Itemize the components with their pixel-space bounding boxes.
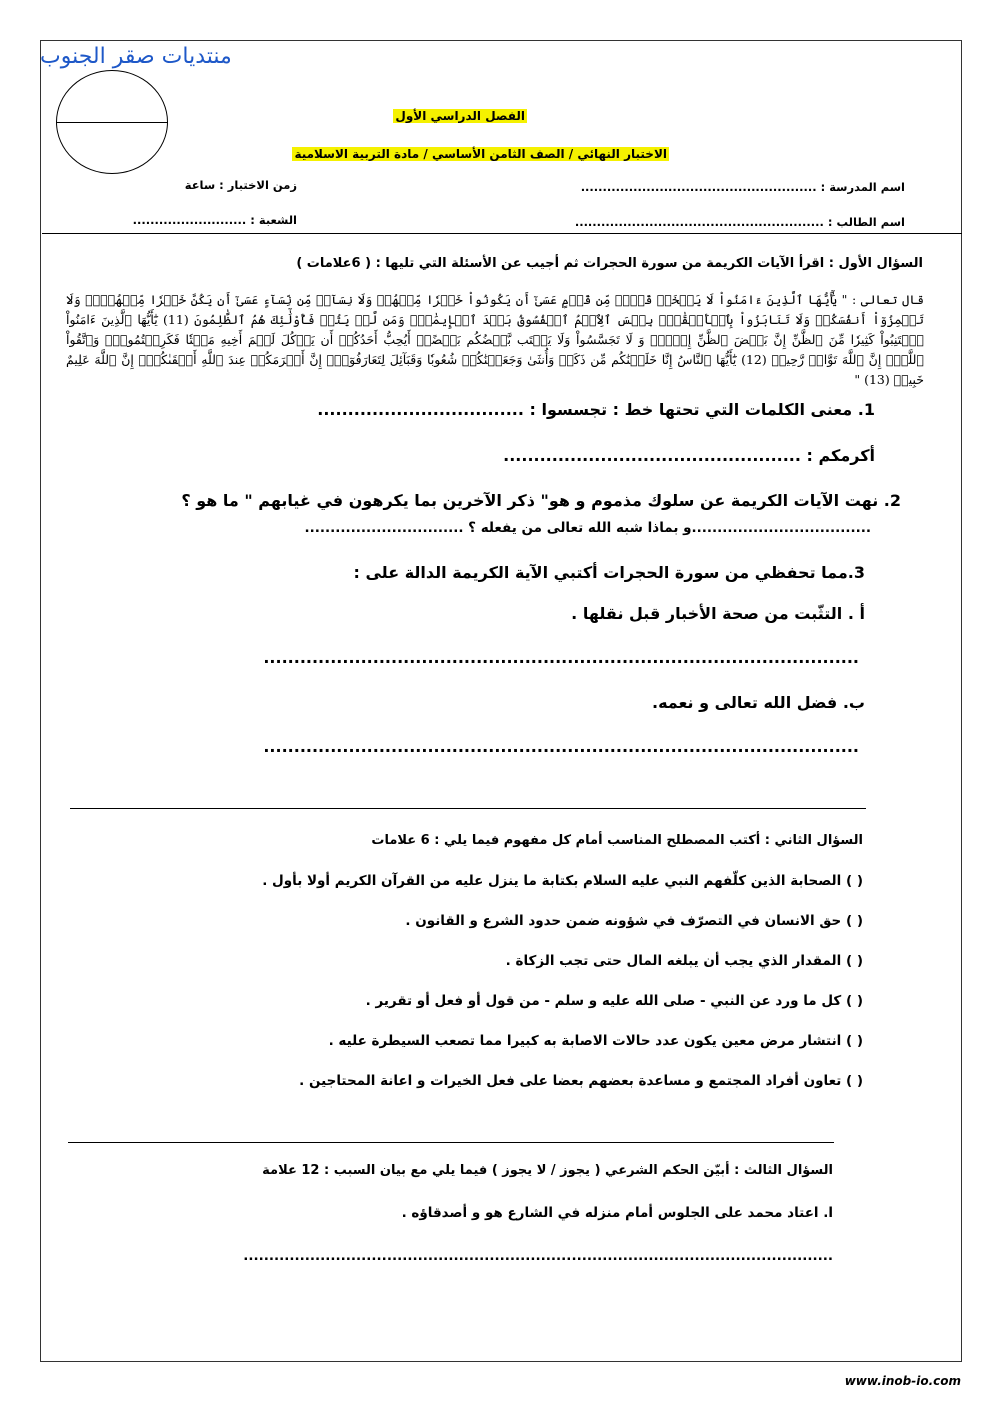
- q1-item2-b: ...................................و بماذا شبه الله تعالى من يفعله ؟ ...............................: [304, 520, 871, 536]
- semester-title: [393, 105, 527, 124]
- exam-title-text: الاختبار النهائي / الصف الثامن الأساسي / مادة التربية الاسلامية: [294, 147, 667, 161]
- q1-item3-b: ب. فضل الله تعالى و نعمه.: [652, 693, 865, 712]
- exam-title: [292, 143, 669, 162]
- q3-heading: السؤال الثالث : أبيّن الحكم الشرعي ( يجوز / لا يجوز ) فيما يلي مع بيان السبب : 12 علامة: [262, 1163, 833, 1178]
- exam-duration: زمن الاختبار : ساعة: [184, 178, 297, 192]
- q1-item1: 1. معنى الكلمات التي تحتها خط : تجسسوا : ..................................: [317, 400, 875, 419]
- q2-divider: [68, 1142, 834, 1143]
- q1-item3: 3.مما تحفظي من سورة الحجرات أكتبي الآية الكريمة الدالة على :: [353, 563, 865, 582]
- q2-heading: السؤال الثاني : أكتب المصطلح المناسب أمام كل مفهوم فيما يلي : 6 علامات: [371, 833, 863, 848]
- q3-item1: ا. اعتاد محمد على الجلوس أمام منزله في الشارع هو و أصدقاؤه .: [401, 1205, 833, 1221]
- quran-verse: قال تعالى : " يَٰٓأَيُّهَا ٱلَّذِينَ ءَامَنُواْ لَا يَسۡخَرۡ قَوۡمٞ مِّن قَوۡمٍ عَسَىٰٓ أَن يَكُونُواْ خَيۡرٗا مِّنۡهُمۡ وَلَا نِسَآءٞ مِّن نِّسَآءٍ عَسَىٰٓ أَن يَكُنَّ خَيۡرٗا مِّنۡهُنَّۖ وَلَا تَلۡمِزُوٓاْ أَنفُسَكُمۡ وَلَا تَنَابَزُواْ بِٱلۡأَلۡقَٰبِۖ بِئۡسَ ٱلِٱسۡمُ ٱلۡفُسُوقُ بَعۡدَ ٱلۡإِيمَٰنِۚ وَمَن لَّمۡ يَتُبۡ فَأُوْلَٰٓئِكَ هُمُ ٱلظَّٰلِمُونَ (11) يَٰٓأَيُّهَا ٱلَّذِينَ ءَامَنُواْ ٱجۡتَنِبُواْ كَثِيرٗا مِّنَ ٱلظَّنِّ إِنَّ بَعۡضَ ٱلظَّنِّ إِثۡمٞۖ وَ لَا تَجَسَّسُواْ وَلَا يَغۡتَب بَّعۡضُكُم بَعۡضًاۚ أَيُحِبُّ أَحَدُكُمۡ أَن يَأۡكُلَ لَحۡمَ أَخِيهِ مَيۡتٗا فَكَرِهۡتُمُوهُۚ وَٱتَّقُواْ ٱللَّهَۚ إِنَّ ٱللَّهَ تَوَّابٞ رَّحِيمٞ (12) يَٰٓأَيُّهَا ٱلنَّاسُ إِنَّا خَلَقۡنَٰكُم مِّن ذَكَرٖ وَأُنثَىٰ وَجَعَلۡنَٰكُمۡ شُعُوبٗا وَقَبَآئِلَ لِتَعَارَفُوٓاْۚ إِنَّ أَكۡرَمَكُمۡ عِندَ ٱللَّهِ أَتۡقَىٰكُمۡۚ إِنَّ ٱللَّهَ عَلِيمٌ خَبِيرٞ (13) ": [66, 292, 924, 387]
- q3-item1-answer[interactable]: ...................................................................................................................: [243, 1248, 833, 1264]
- q1-divider: [70, 808, 866, 809]
- q1-item3-b-answer[interactable]: ..................................................................................................: [263, 737, 859, 756]
- q2-item-5[interactable]: ( ) انتشار مرض معين يكون عدد حالات الاصابة به كبيرا مما تصعب السيطرة عليه .: [328, 1033, 863, 1049]
- q1-item1-b: أكرمكم : .................................................: [503, 446, 875, 465]
- footer-url[interactable]: www.inob-io.com: [844, 1374, 961, 1388]
- school-name-field[interactable]: اسم المدرسة : ......................................................: [580, 180, 905, 194]
- q1-heading: السؤال الأول : اقرأ الآيات الكريمة من سورة الحجرات ثم أجيب عن الأسئلة التي تليها : ( 6علامات ): [296, 256, 923, 271]
- q2-item-2[interactable]: ( ) حق الانسان في التصرّف في شؤونه ضمن حدود الشرع و القانون .: [405, 913, 863, 929]
- q1-item3-a-answer[interactable]: ..................................................................................................: [263, 648, 859, 667]
- q2-item-1[interactable]: ( ) الصحابة الذين كلّفهم النبي عليه السلام بكتابة ما ينزل عليه من القرآن الكريم أولا بأول .: [262, 873, 863, 889]
- q2-item-6[interactable]: ( ) تعاون أفراد المجتمع و مساعدة بعضهم بعضا على فعل الخيرات و اعانة المحتاجين .: [299, 1073, 863, 1089]
- student-name-field[interactable]: اسم الطالب : .........................................................: [574, 215, 905, 229]
- semester-text: الفصل الدراسي الأول: [395, 109, 525, 123]
- header-divider: [42, 233, 962, 234]
- grade-circle-divider: [56, 122, 168, 123]
- q1-item3-a: أ . التثّبت من صحة الأخبار قبل نقلها .: [571, 604, 865, 623]
- q1-item2: 2. نهت الآيات الكريمة عن سلوك مذموم و هو" ذكر الآخرين بما يكرهون في غيابهم " ما هو ؟: [181, 491, 901, 510]
- watermark: منتديات صقر الجنوب: [40, 44, 232, 69]
- q2-item-4[interactable]: ( ) كل ما ورد عن النبي - صلى الله عليه و سلم - من قول أو فعل أو تقرير .: [365, 993, 863, 1009]
- section-field[interactable]: الشعبة : ..........................: [132, 213, 297, 227]
- q2-item-3[interactable]: ( ) المقدار الذي يجب أن يبلغه المال حتى تجب الزكاة .: [505, 953, 863, 969]
